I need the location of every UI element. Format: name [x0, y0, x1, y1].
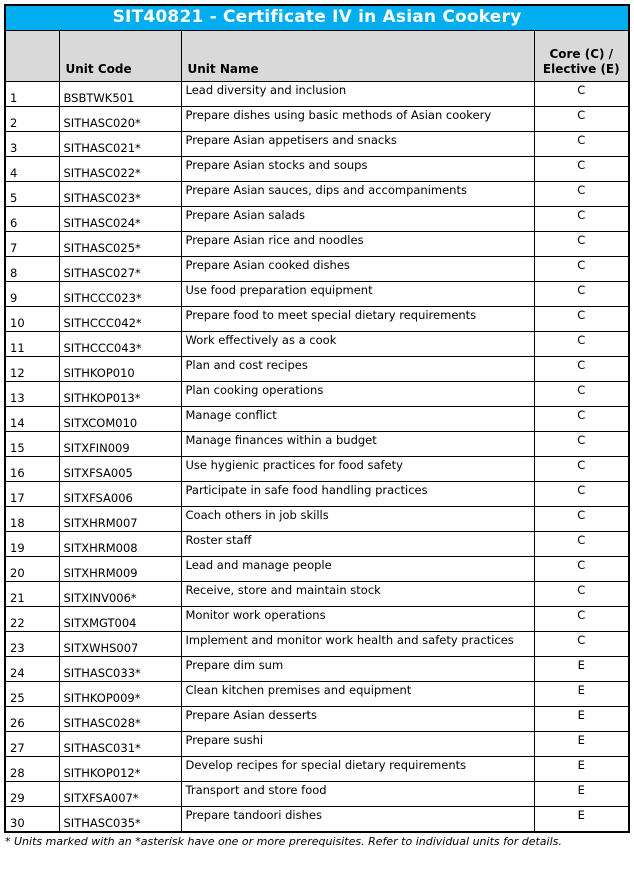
unit-name-cell: Plan and cost recipes — [181, 357, 534, 382]
row-number-cell: 29 — [5, 782, 59, 807]
unit-code-cell: SITHKOP009* — [59, 682, 181, 707]
core-elective-cell: C — [534, 632, 629, 657]
table-row — [5, 207, 629, 232]
core-elective-cell: C — [534, 557, 629, 582]
unit-name-cell: Prepare food to meet special dietary requirements — [181, 307, 534, 332]
table-row — [5, 632, 629, 657]
core-elective-cell: C — [534, 532, 629, 557]
table-row — [5, 407, 629, 432]
core-elective-cell: C — [534, 282, 629, 307]
unit-name-cell: Transport and store food — [181, 782, 534, 807]
unit-code-cell: SITHASC020* — [59, 107, 181, 132]
row-number-cell: 15 — [5, 432, 59, 457]
core-elective-cell: E — [534, 757, 629, 782]
unit-code-cell: SITHASC035* — [59, 807, 181, 832]
unit-code-cell: SITHASC031* — [59, 732, 181, 757]
row-number-cell: 22 — [5, 607, 59, 632]
unit-code-cell: SITHASC022* — [59, 157, 181, 182]
core-elective-cell: C — [534, 382, 629, 407]
col-header-core-elective: Core (C) / Elective (E) — [534, 31, 629, 82]
unit-code-cell: BSBTWK501 — [59, 82, 181, 107]
unit-name-cell: Prepare Asian cooked dishes — [181, 257, 534, 282]
row-number-cell: 1 — [5, 82, 59, 107]
unit-name-cell: Plan cooking operations — [181, 382, 534, 407]
col-header-unit-code: Unit Code — [59, 31, 181, 82]
row-number-cell: 12 — [5, 357, 59, 382]
core-elective-cell: E — [534, 807, 629, 832]
prerequisites-footnote: * Units marked with an *asterisk have one or more prerequisites. Refer to individual units for details. — [5, 834, 562, 848]
unit-code-cell: SITHASC033* — [59, 657, 181, 682]
unit-table — [4, 4, 630, 833]
core-elective-cell: C — [534, 157, 629, 182]
unit-code-cell: SITXMGT004 — [59, 607, 181, 632]
unit-code-cell: SITHASC024* — [59, 207, 181, 232]
unit-code-cell: SITXHRM008 — [59, 532, 181, 557]
row-number-cell: 2 — [5, 107, 59, 132]
table-body — [5, 82, 629, 832]
unit-name-cell: Lead and manage people — [181, 557, 534, 582]
table-row — [5, 332, 629, 357]
core-elective-cell: C — [534, 107, 629, 132]
core-elective-cell: C — [534, 207, 629, 232]
table-row — [5, 357, 629, 382]
core-elective-cell: C — [534, 582, 629, 607]
table-row — [5, 232, 629, 257]
table-row — [5, 532, 629, 557]
table-row — [5, 707, 629, 732]
unit-name-cell: Prepare Asian appetisers and snacks — [181, 132, 534, 157]
unit-name-cell: Coach others in job skills — [181, 507, 534, 532]
unit-code-cell: SITHKOP012* — [59, 757, 181, 782]
title-row — [5, 5, 629, 31]
core-elective-cell: E — [534, 732, 629, 757]
row-number-cell: 13 — [5, 382, 59, 407]
table-row — [5, 657, 629, 682]
row-number-cell: 6 — [5, 207, 59, 232]
table-row — [5, 157, 629, 182]
row-number-cell: 27 — [5, 732, 59, 757]
unit-name-cell: Manage conflict — [181, 407, 534, 432]
row-number-cell: 30 — [5, 807, 59, 832]
core-elective-cell: C — [534, 132, 629, 157]
core-elective-cell: C — [534, 332, 629, 357]
table-row — [5, 182, 629, 207]
unit-name-cell: Use hygienic practices for food safety — [181, 457, 534, 482]
row-number-cell: 9 — [5, 282, 59, 307]
row-number-cell: 7 — [5, 232, 59, 257]
unit-code-cell: SITHKOP013* — [59, 382, 181, 407]
core-elective-cell: C — [534, 457, 629, 482]
table-row — [5, 82, 629, 107]
unit-code-cell: SITHASC028* — [59, 707, 181, 732]
row-number-cell: 5 — [5, 182, 59, 207]
unit-name-cell: Prepare dim sum — [181, 657, 534, 682]
table-row — [5, 382, 629, 407]
core-elective-cell: C — [534, 182, 629, 207]
unit-code-cell: SITXFIN009 — [59, 432, 181, 457]
unit-code-cell: SITHASC023* — [59, 182, 181, 207]
core-elective-cell: C — [534, 307, 629, 332]
unit-code-cell: SITHKOP010 — [59, 357, 181, 382]
table-row — [5, 507, 629, 532]
col-header-unit-name: Unit Name — [181, 31, 534, 82]
unit-name-cell: Prepare Asian salads — [181, 207, 534, 232]
core-elective-cell: E — [534, 682, 629, 707]
core-elective-cell: C — [534, 407, 629, 432]
row-number-cell: 26 — [5, 707, 59, 732]
unit-code-cell: SITXCOM010 — [59, 407, 181, 432]
table-row — [5, 132, 629, 157]
unit-code-cell: SITHASC025* — [59, 232, 181, 257]
unit-name-cell: Clean kitchen premises and equipment — [181, 682, 534, 707]
unit-name-cell: Use food preparation equipment — [181, 282, 534, 307]
row-number-cell: 28 — [5, 757, 59, 782]
col-header-number — [5, 31, 59, 82]
unit-name-cell: Lead diversity and inclusion — [181, 82, 534, 107]
unit-name-cell: Receive, store and maintain stock — [181, 582, 534, 607]
core-elective-cell: E — [534, 707, 629, 732]
row-number-cell: 10 — [5, 307, 59, 332]
unit-code-cell: SITHASC027* — [59, 257, 181, 282]
unit-code-cell: SITXHRM007 — [59, 507, 181, 532]
table-row — [5, 732, 629, 757]
row-number-cell: 23 — [5, 632, 59, 657]
table-row — [5, 257, 629, 282]
unit-name-cell: Prepare Asian desserts — [181, 707, 534, 732]
row-number-cell: 4 — [5, 157, 59, 182]
table-row — [5, 482, 629, 507]
table-row — [5, 457, 629, 482]
unit-name-cell: Prepare tandoori dishes — [181, 807, 534, 832]
table-row — [5, 557, 629, 582]
table-row — [5, 307, 629, 332]
row-number-cell: 14 — [5, 407, 59, 432]
core-elective-cell: C — [534, 482, 629, 507]
unit-code-cell: SITXFSA005 — [59, 457, 181, 482]
core-elective-cell: C — [534, 82, 629, 107]
core-elective-cell: E — [534, 657, 629, 682]
table-row — [5, 807, 629, 832]
unit-code-cell: SITHCCC023* — [59, 282, 181, 307]
unit-name-cell: Manage finances within a budget — [181, 432, 534, 457]
row-number-cell: 19 — [5, 532, 59, 557]
row-number-cell: 11 — [5, 332, 59, 357]
table-row — [5, 682, 629, 707]
table-row — [5, 432, 629, 457]
unit-code-cell: SITXFSA007* — [59, 782, 181, 807]
unit-name-cell: Prepare dishes using basic methods of Asian cookery — [181, 107, 534, 132]
row-number-cell: 18 — [5, 507, 59, 532]
table-row — [5, 282, 629, 307]
row-number-cell: 3 — [5, 132, 59, 157]
row-number-cell: 25 — [5, 682, 59, 707]
table-row — [5, 782, 629, 807]
unit-name-cell: Prepare Asian stocks and soups — [181, 157, 534, 182]
column-header-row — [5, 31, 629, 82]
unit-code-cell: SITHCCC043* — [59, 332, 181, 357]
unit-code-cell: SITXHRM009 — [59, 557, 181, 582]
unit-name-cell: Prepare sushi — [181, 732, 534, 757]
core-elective-cell: E — [534, 782, 629, 807]
row-number-cell: 24 — [5, 657, 59, 682]
unit-code-cell: SITHASC021* — [59, 132, 181, 157]
core-elective-cell: C — [534, 607, 629, 632]
table-title: SIT40821 - Certificate IV in Asian Cookery — [5, 5, 629, 31]
table-row — [5, 757, 629, 782]
row-number-cell: 8 — [5, 257, 59, 282]
core-elective-cell: C — [534, 507, 629, 532]
table-row — [5, 607, 629, 632]
unit-name-cell: Work effectively as a cook — [181, 332, 534, 357]
unit-code-cell: SITXFSA006 — [59, 482, 181, 507]
core-elective-cell: C — [534, 357, 629, 382]
core-elective-cell: C — [534, 232, 629, 257]
unit-name-cell: Prepare Asian sauces, dips and accompaniments — [181, 182, 534, 207]
unit-code-cell: SITXWHS007 — [59, 632, 181, 657]
unit-name-cell: Prepare Asian rice and noodles — [181, 232, 534, 257]
row-number-cell: 16 — [5, 457, 59, 482]
table-row — [5, 107, 629, 132]
unit-code-cell: SITXINV006* — [59, 582, 181, 607]
unit-name-cell: Roster staff — [181, 532, 534, 557]
core-elective-cell: C — [534, 257, 629, 282]
core-elective-cell: C — [534, 432, 629, 457]
unit-code-cell: SITHCCC042* — [59, 307, 181, 332]
unit-name-cell: Participate in safe food handling practices — [181, 482, 534, 507]
unit-name-cell: Monitor work operations — [181, 607, 534, 632]
unit-name-cell: Implement and monitor work health and safety practices — [181, 632, 534, 657]
row-number-cell: 21 — [5, 582, 59, 607]
row-number-cell: 20 — [5, 557, 59, 582]
table-row — [5, 582, 629, 607]
row-number-cell: 17 — [5, 482, 59, 507]
unit-name-cell: Develop recipes for special dietary requirements — [181, 757, 534, 782]
